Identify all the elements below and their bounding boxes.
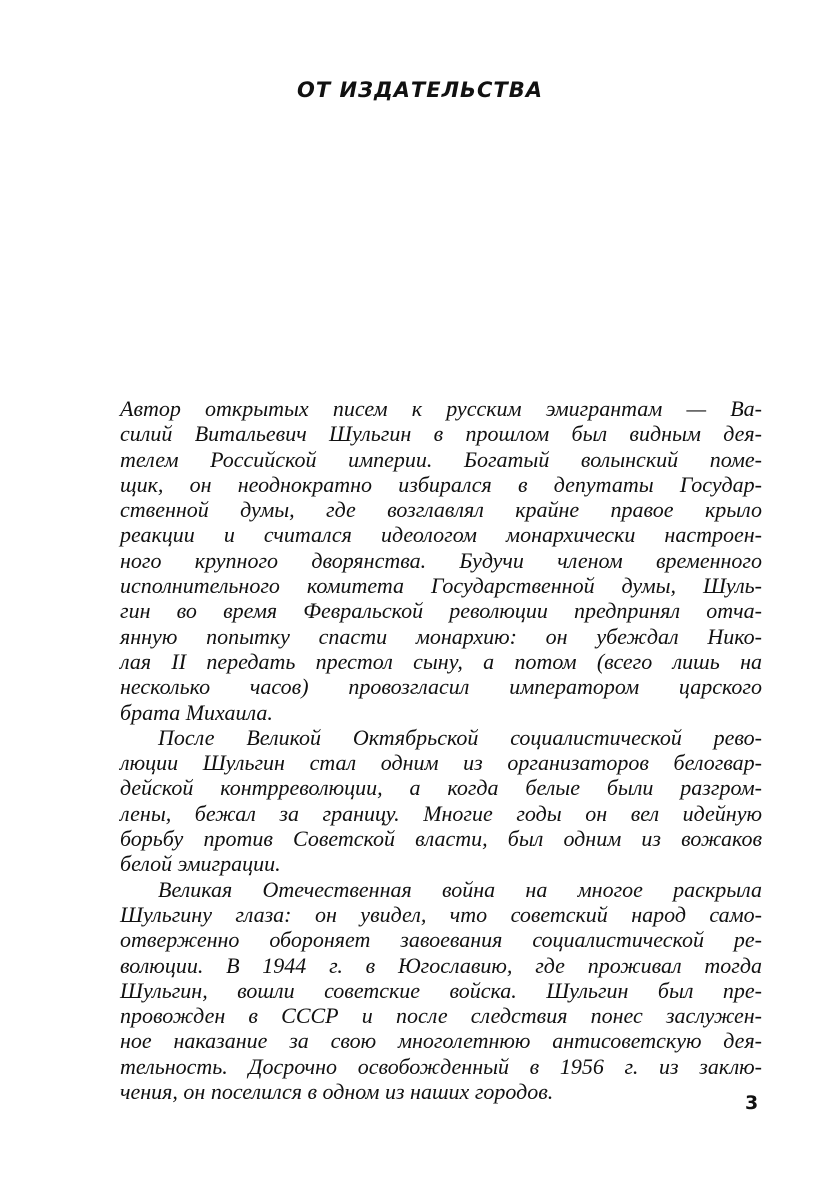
text-line: дейской контрреволюции, а когда белые были разгром- [120, 775, 762, 801]
text-line: лены, бежал за границу. Многие годы он вел идейную [120, 800, 762, 826]
body-text [120, 396, 762, 1104]
text-line: волюции. В 1944 г. в Югославию, где проживал тогда [120, 952, 762, 978]
text-line: гин во время Февральской революции предпринял отча- [120, 598, 762, 624]
text-line: ственной думы, где возглавлял крайне правое крыло [120, 497, 762, 523]
text-line: Шульгину глаза: он увидел, что советский народ само- [120, 901, 762, 927]
text-line: тельность. Досрочно освобожденный в 1956 г. из заклю- [120, 1053, 762, 1079]
text-line: ного крупного дворянства. Будучи членом временного [120, 547, 762, 573]
text-line: Шульгин, вошли советские войска. Шульгин был пре- [120, 977, 762, 1003]
text-line: Великая Отечественная война на многое раскрыла [158, 876, 762, 902]
text-line: Автор открытых писем к русским эмигрантам — Ва- [120, 396, 762, 421]
text-line: белой эмиграции. [120, 851, 281, 877]
paragraph-2 [120, 725, 762, 877]
text-line: силий Витальевич Шульгин в прошлом был видным дея- [120, 421, 762, 447]
paragraph-3 [120, 877, 762, 1105]
section-heading: ОТ ИЗДАТЕЛЬСТВА [296, 78, 544, 102]
text-line: телем Российской империи. Богатый волынский поме- [120, 446, 762, 472]
text-line: лая II передать престол сыну, а потом (всего лишь на [120, 648, 762, 674]
text-line: После Великой Октябрьской социалистической рево- [158, 724, 762, 750]
text-line: щик, он неоднократно избирался в депутаты Государ- [120, 471, 762, 497]
text-line: исполнительного комитета Государственной думы, Шуль- [120, 573, 762, 599]
page-number: 3 [745, 1092, 759, 1114]
text-line: несколько часов) провозгласил императором царского [120, 674, 762, 700]
text-line: провожден в СССР и после следствия понес заслужен- [120, 1003, 762, 1029]
text-line: ное наказание за свою многолетнюю антисоветскую дея- [120, 1028, 762, 1054]
text-line: борьбу против Советской власти, был одним из вожаков [120, 826, 762, 852]
text-line: люции Шульгин стал одним из организаторов белогвар- [120, 750, 762, 776]
text-line: брата Михаила. [120, 699, 273, 725]
text-line: отверженно обороняет завоевания социалистической ре- [120, 927, 762, 953]
text-line: реакции и считался идеологом монархически настроен- [120, 522, 762, 548]
text-line: чения, он поселился в одном из наших городов. [120, 1079, 554, 1105]
text-line: янную попытку спасти монархию: он убеждал Нико- [120, 623, 762, 649]
paragraph-1 [120, 396, 762, 725]
